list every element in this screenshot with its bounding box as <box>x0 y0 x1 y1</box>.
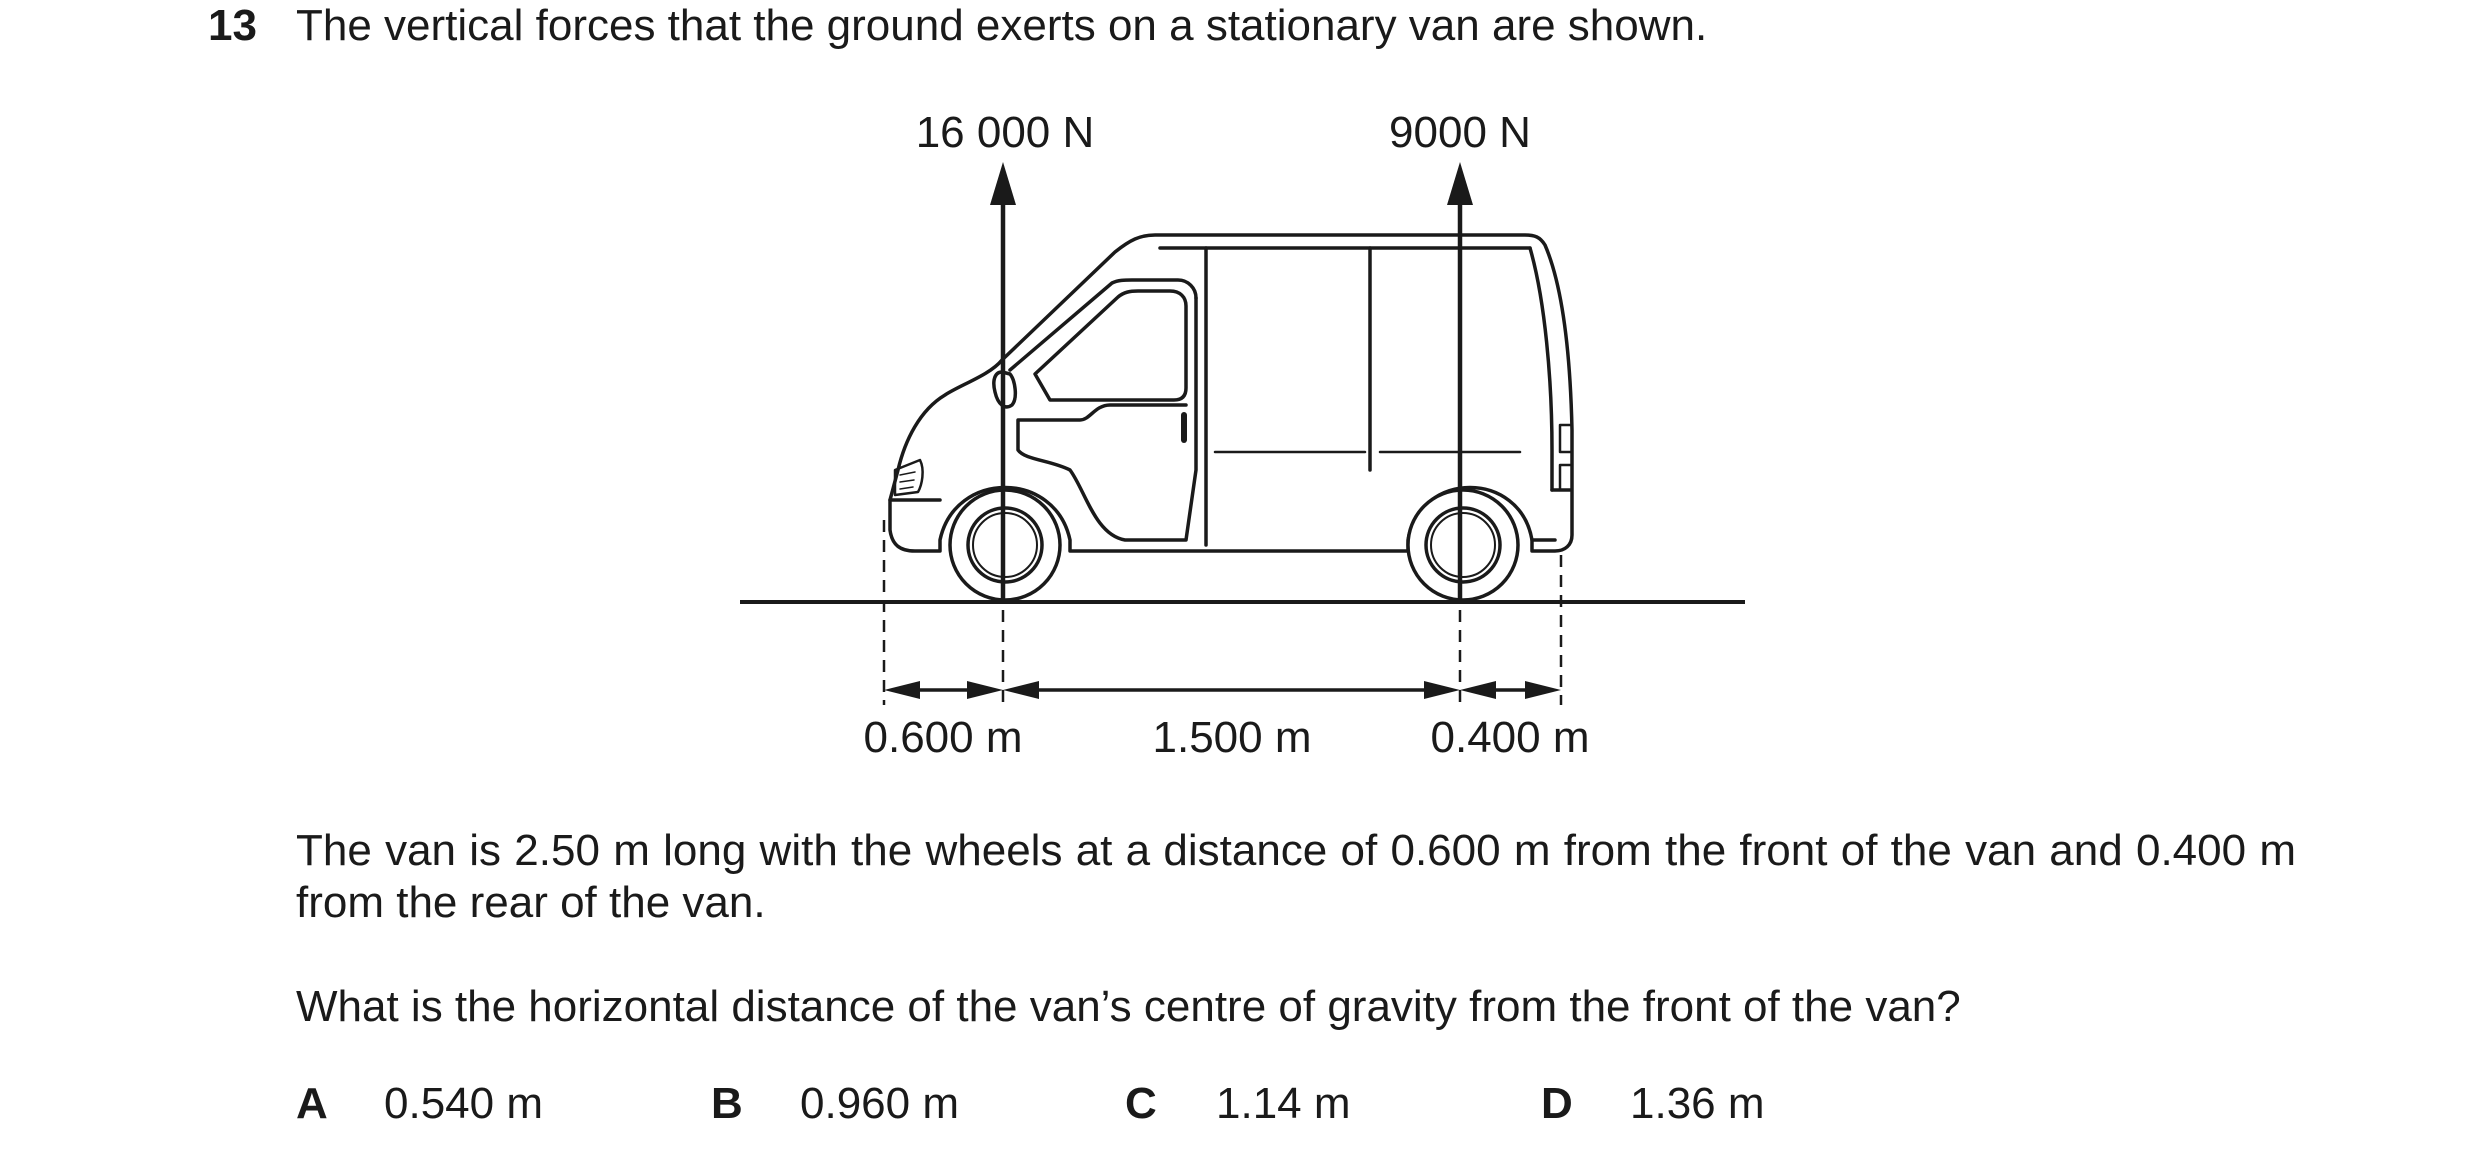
option-d-letter[interactable]: D <box>1541 1079 1573 1128</box>
force-rear-label: 9000 N <box>1389 108 1531 157</box>
question-stem: The vertical forces that the ground exerts on a stationary van are shown. <box>296 1 1708 50</box>
option-c-value[interactable]: 1.14 m <box>1216 1079 1351 1128</box>
question-prompt: What is the horizontal distance of the van’s centre of gravity from the front of the van? <box>296 982 1961 1031</box>
question-number: 13 <box>208 1 257 50</box>
option-b-letter[interactable]: B <box>711 1079 743 1128</box>
option-a-value[interactable]: 0.540 m <box>384 1079 543 1128</box>
dim-rear-label: 0.400 m <box>1430 713 1590 762</box>
dim-front-label: 0.600 m <box>863 713 1023 762</box>
option-a-letter[interactable]: A <box>296 1079 328 1128</box>
rear-wheel <box>1408 490 1518 600</box>
question-paragraph-van-length: The van is 2.50 m long with the wheels at a distance of 0.600 m from the front of the van and 0.400 m from the rear of the van. <box>296 826 2296 927</box>
option-d-value[interactable]: 1.36 m <box>1630 1079 1765 1128</box>
option-b-value[interactable]: 0.960 m <box>800 1079 959 1128</box>
force-front-label: 16 000 N <box>915 108 1095 157</box>
option-c-letter[interactable]: C <box>1125 1079 1157 1128</box>
dim-wheelbase-label: 1.500 m <box>1152 713 1312 762</box>
